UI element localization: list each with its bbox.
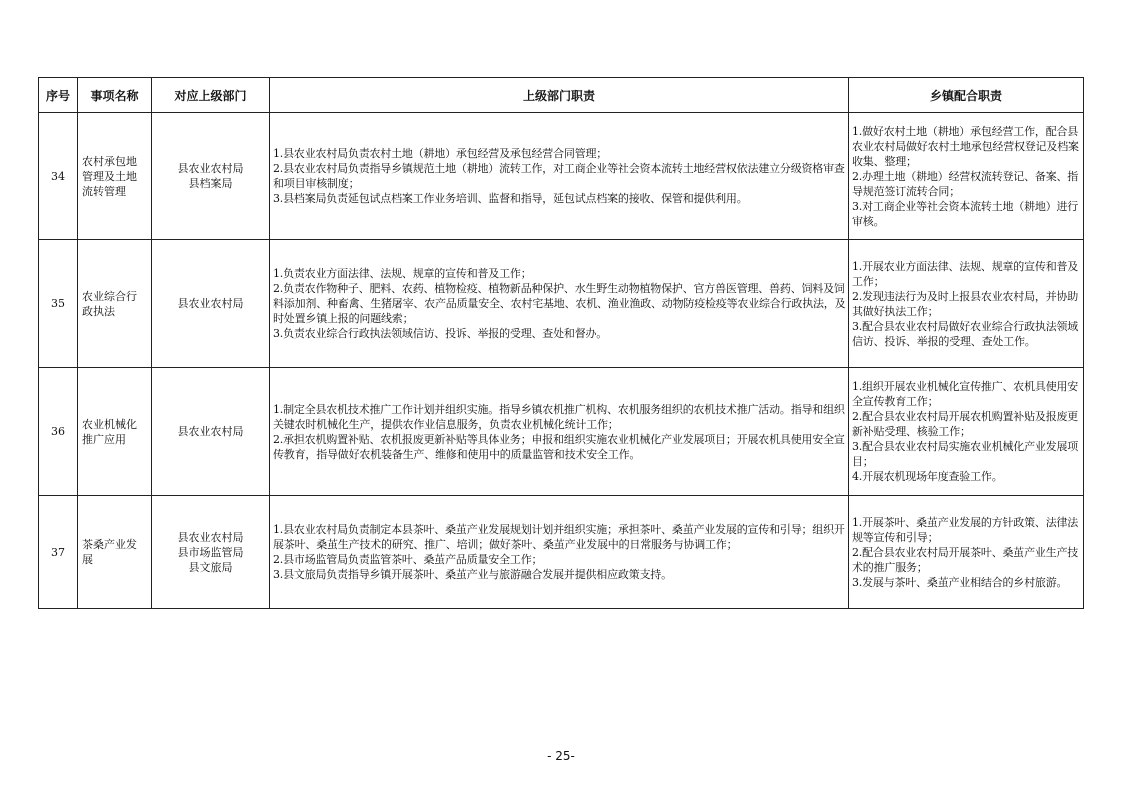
duty-line: 1.开展茶叶、桑茧产业发展的方针政策、法律法规等宣传和引导； bbox=[852, 515, 1079, 544]
department-cell bbox=[152, 113, 270, 240]
town-duties-cell bbox=[849, 113, 1084, 240]
header-upper-duties: 上级部门职责 bbox=[270, 78, 849, 113]
upper-duties-cell bbox=[270, 113, 849, 240]
duty-line: 2.承担农机购置补贴、农机报废更新补贴等具体业务；申报和组织实施农业机械化产业发展项目；开展农机具使用安全宣传教育，指导做好农机装备生产、维修和使用中的质量监管和技术安全工作。 bbox=[273, 432, 845, 461]
header-dept: 对应上级部门 bbox=[152, 78, 270, 113]
duty-line: 1.开展农业方面法律、法规、规章的宣传和普及工作； bbox=[852, 259, 1079, 288]
duty-line: 1.做好农村土地（耕地）承包经营工作，配合县农业农村局做好农村土地承包经营权登记及档案收集、整理； bbox=[852, 124, 1079, 168]
duty-line: 3.县档案局负责延包试点档案工作业务培训、监督和指导，延包试点档案的接收、保管和提供利用。 bbox=[273, 192, 748, 205]
duty-line: 2.配合县农业农村局开展茶叶、桑茧产业生产技术的推广服务； bbox=[852, 545, 1079, 574]
duty-line: 1.组织开展农业机械化宣传推广、农机具使用安全宣传教育工作； bbox=[852, 380, 1079, 408]
header-no: 序号 bbox=[39, 78, 78, 113]
duty-line: 2.县市场监管局负责监管茶叶、桑茧产品质量安全工作； bbox=[273, 553, 543, 566]
town-duties-cell bbox=[849, 240, 1084, 368]
duty-line: 3.县文旅局负责指导乡镇开展茶叶、桑茧产业与旅游融合发展并提供相应政策支持。 bbox=[273, 568, 672, 581]
duty-line: 2.负责农作物种子、肥料、农药、植物检疫、植物新品种保护、水生野生动物植物保护、官方兽医管理、兽药、饲料及饲料添加剂、种畜禽、生猪屠宰、农产品质量安全、农村宅基地、农机、渔业渔政、动物防疫检疫等农业综合行政执法，及时处置乡镇上报的问题线索； bbox=[273, 282, 846, 325]
table-row bbox=[39, 240, 1084, 368]
item-name: 茶桑产业发展 bbox=[78, 496, 152, 609]
department-cell bbox=[152, 496, 270, 609]
department-name: 县农业农村局 bbox=[177, 162, 244, 175]
row-number: 34 bbox=[39, 113, 78, 240]
department-name: 县农业农村局 bbox=[177, 530, 244, 544]
upper-duties-cell bbox=[270, 496, 849, 609]
upper-duties-cell bbox=[270, 368, 849, 496]
duty-line: 1.县农业农村局负责制定本县茶叶、桑茧产业发展规划计划并组织实施；承担茶叶、桑茧产业发展的宣传和引导；组织开展茶叶、桑茧生产技术的研究、推广、培训；做好茶叶、桑茧产业发展中的日常服务与协调工作； bbox=[273, 523, 845, 551]
row-number: 36 bbox=[39, 368, 78, 496]
department-cell bbox=[152, 240, 270, 368]
item-name: 农业机械化推广应用 bbox=[78, 368, 152, 496]
duties-table bbox=[38, 77, 1084, 609]
page-number: - 25- bbox=[547, 749, 575, 763]
town-duties-cell bbox=[849, 368, 1084, 496]
department-name: 县文旅局 bbox=[188, 560, 233, 574]
duty-line: 3.负责农业综合行政执法领域信访、投诉、举报的受理、查处和督办。 bbox=[273, 327, 608, 340]
duty-line: 1.负责农业方面法律、法规、规章的宣传和普及工作； bbox=[273, 267, 532, 280]
duty-line: 1.县农业农村局负责农村土地（耕地）承包经营及承包经营合同管理； bbox=[273, 147, 608, 160]
department-name: 县档案局 bbox=[188, 177, 233, 190]
header-name: 事项名称 bbox=[78, 78, 152, 113]
town-duties-cell bbox=[849, 496, 1084, 609]
header-row bbox=[39, 78, 1084, 113]
header-town-duties: 乡镇配合职责 bbox=[849, 78, 1084, 113]
duty-line: 3.配合县农业农村局做好农业综合行政执法领域信访、投诉、举报的受理、查处工作。 bbox=[852, 319, 1079, 348]
duty-line: 2.县农业农村局负责指导乡镇规范土地（耕地）流转工作，对工商企业等社会资本流转土地经营权依法建立分级资格审查和项目审核制度； bbox=[273, 162, 845, 190]
duty-line: 3.对工商企业等社会资本流转土地（耕地）进行审核。 bbox=[852, 199, 1079, 228]
duty-line: 3.配合县农业农村局实施农业机械化产业发展项目； bbox=[852, 440, 1079, 468]
row-number: 35 bbox=[39, 240, 78, 368]
department-name: 县市场监管局 bbox=[177, 545, 244, 559]
department-cell bbox=[152, 368, 270, 496]
department-name: 县农业农村局 bbox=[177, 297, 244, 310]
table-row bbox=[39, 496, 1084, 609]
duty-line: 4.开展农机现场年度查验工作。 bbox=[852, 470, 1003, 483]
duty-line: 2.发现违法行为及时上报县农业农村局，并协助其做好执法工作； bbox=[852, 289, 1079, 318]
item-name: 农业综合行政执法 bbox=[78, 240, 152, 368]
table-row bbox=[39, 113, 1084, 240]
duty-line: 3.发展与茶叶、桑茧产业相结合的乡村旅游。 bbox=[852, 575, 1068, 589]
table-row bbox=[39, 368, 1084, 496]
duty-line: 2.配合县农业农村局开展农机购置补贴及报废更新补贴受理、核验工作； bbox=[852, 410, 1079, 438]
duty-line: 1.制定全县农机技术推广工作计划并组织实施。指导乡镇农机推广机构、农机服务组织的农机技术推广活动。指导和组织关键农时机械化生产，提供农作业信息服务，负责农业机械化统计工作； bbox=[273, 402, 845, 431]
item-name: 农村承包地管理及土地流转管理 bbox=[78, 113, 152, 240]
duty-line: 2.办理土地（耕地）经营权流转登记、备案、指导规范签订流转合同； bbox=[852, 169, 1079, 198]
row-number: 37 bbox=[39, 496, 78, 609]
department-name: 县农业农村局 bbox=[177, 425, 244, 438]
upper-duties-cell bbox=[270, 240, 849, 368]
